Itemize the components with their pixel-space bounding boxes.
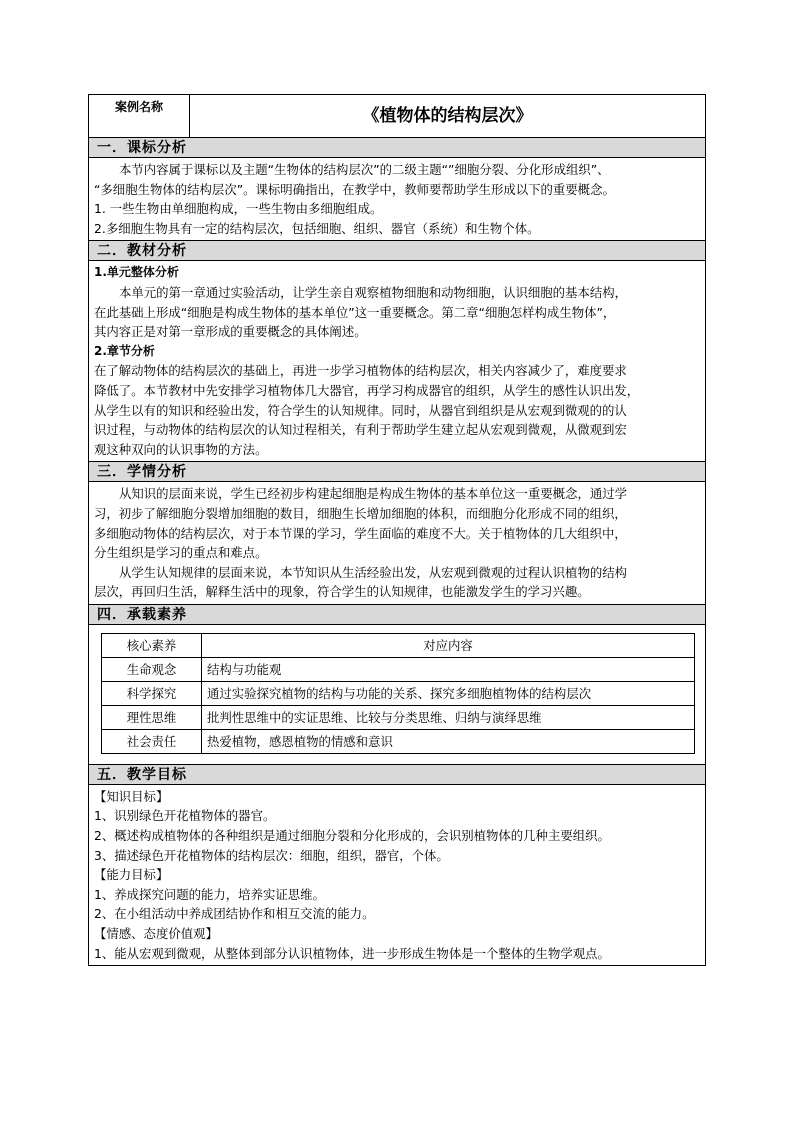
paragraph: 从学生认知规律的层面来说，本节知识从生活经验出发，从宏观到微观的过程认识植物的结构 xyxy=(119,564,628,580)
paragraph: 多细胞动物体的结构层次，对于本节课的学习，学生面临的难度不大。关于植物体的几大组织中， xyxy=(94,525,627,541)
core-literacy-table xyxy=(101,633,695,754)
section-heading-curriculum: 一．课标分析 xyxy=(89,137,705,157)
table-row xyxy=(102,705,695,729)
paragraph: 在此基础上形成“细胞是构成生物体的基本单位”这一重要概念。第二章“细胞怎样构成生物体”， xyxy=(94,304,616,320)
table-row xyxy=(102,681,695,705)
paragraph: 降低了。本节教材中先安排学习植物体几大器官，再学习构成器官的组织，从学生的感性认识出发， xyxy=(94,382,640,398)
table-header-cell: 对应内容 xyxy=(202,633,695,657)
section-body-learners xyxy=(89,481,705,604)
list-item: 2.多细胞生物具有一定的结构层次，包括细胞、组织、器官（系统）和生物个体。 xyxy=(94,220,540,236)
paragraph: 分生组织是学习的重点和难点。 xyxy=(94,545,268,561)
table-cell: 理性思维 xyxy=(102,705,202,729)
table-row xyxy=(102,657,695,681)
section-heading-textbook: 二．教材分析 xyxy=(89,240,705,260)
table-cell: 批判性思维中的实证思维、比较与分类思维、归纳与演绎思维 xyxy=(202,705,695,729)
list-item: 1. 一些生物由单细胞构成，一些生物由多细胞组成。 xyxy=(94,201,383,217)
table-cell: 结构与功能观 xyxy=(202,657,695,681)
paragraph: 本节内容属于课标以及主题“生物体的结构层次”的二级主题“”细胞分裂、分化形成组织”、 xyxy=(119,162,610,177)
section-heading-literacy: 四．承载素养 xyxy=(89,604,705,624)
objective-category: 【情感、态度价值观】 xyxy=(94,926,218,942)
objective-category: 【知识目标】 xyxy=(94,788,169,804)
section-body-textbook xyxy=(89,260,705,461)
paragraph: 观这种双向的认识事物的方法。 xyxy=(94,441,268,457)
section-heading-learners: 三．学情分析 xyxy=(89,461,705,481)
list-item: 2、概述构成植物体的各种组织是通过细胞分裂和分化形成的，会识别植物体的几种主要组织。 xyxy=(94,828,610,844)
table-header-row xyxy=(102,633,695,657)
paragraph: 识过程，与动物体的结构层次的认知过程相关，有利于帮助学生建立起从宏观到微观，从微观到宏 xyxy=(94,422,627,438)
lesson-plan-table xyxy=(88,94,706,966)
table-cell: 生命观念 xyxy=(102,657,202,681)
table-header-cell: 核心素养 xyxy=(102,633,202,657)
list-item: 2、在小组活动中养成团结协作和相互交流的能力。 xyxy=(94,906,375,922)
case-name-label: 案例名称 xyxy=(89,95,190,137)
case-name-row xyxy=(89,95,705,137)
table-cell: 社会责任 xyxy=(102,729,202,753)
table-cell: 热爱植物，感恩植物的情感和意识 xyxy=(202,729,695,753)
subheading: 2.章节分析 xyxy=(94,343,155,358)
paragraph: “多细胞生物体的结构层次”。课标明确指出，在教学中，教师要帮助学生形成以下的重要概念。 xyxy=(94,181,615,197)
list-item: 1、识别绿色开花植物体的器官。 xyxy=(94,808,276,824)
section-body-curriculum xyxy=(89,157,705,240)
section-heading-objectives: 五．教学目标 xyxy=(89,764,705,784)
paragraph: 从知识的层面来说，学生已经初步构建起细胞是构成生物体的基本单位这一重要概念，通过学 xyxy=(119,486,628,502)
paragraph: 其内容正是对第一章形成的重要概念的具体阐述。 xyxy=(94,324,367,340)
paragraph: 习，初步了解细胞分裂增加细胞的数目，细胞生长增加细胞的体积，而细胞分化形成不同的组织， xyxy=(94,505,627,521)
paragraph: 本单元的第一章通过实验活动，让学生亲自观察植物细胞和动物细胞，认识细胞的基本结构， xyxy=(119,284,628,300)
list-item: 1、能从宏观到微观，从整体到部分认识植物体，进一步形成生物体是一个整体的生物学观点。 xyxy=(94,945,610,961)
list-item: 3、描述绿色开花植物体的结构层次：细胞，组织，器官，个体。 xyxy=(94,847,449,863)
section-body-literacy xyxy=(89,624,705,754)
case-title: 《植物体的结构层次》 xyxy=(362,106,533,126)
subheading: 1.单元整体分析 xyxy=(94,265,179,280)
paragraph: 从学生以有的知识和经验出发，符合学生的认知规律。同时，从器官到组织是从宏观到微观的的认 xyxy=(94,402,627,418)
table-cell: 科学探究 xyxy=(102,681,202,705)
list-item: 1、养成探究问题的能力，培养实证思维。 xyxy=(94,886,325,902)
table-cell: 通过实验探究植物的结构与功能的关系、探究多细胞植物体的结构层次 xyxy=(202,681,695,705)
objective-category: 【能力目标】 xyxy=(94,867,169,883)
paragraph: 在了解动物体的结构层次的基础上，再进一步学习植物体的结构层次，相关内容减少了，难度要求 xyxy=(94,363,627,379)
paragraph: 层次，再回归生活，解释生活中的现象，符合学生的认知规律，也能激发学生的学习兴趣。 xyxy=(94,584,590,600)
section-body-objectives xyxy=(89,784,705,965)
table-row xyxy=(102,729,695,753)
